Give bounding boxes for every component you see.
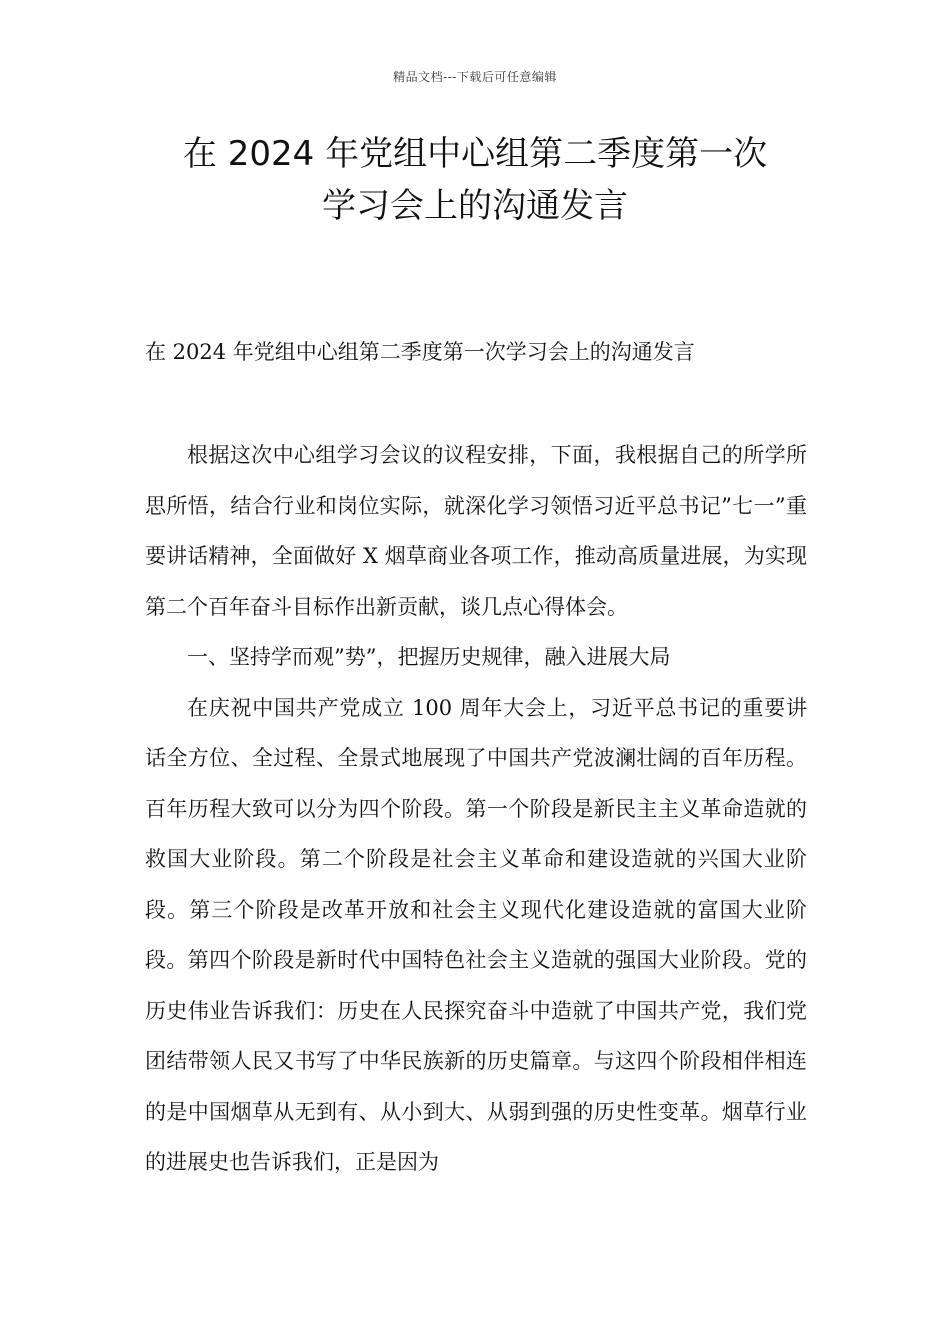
title-line-2: 学习会上的沟通发言 <box>322 186 628 226</box>
header-note: 精品文档---下载后可任意编辑 <box>393 70 557 84</box>
document-body <box>145 430 807 1188</box>
document-title <box>120 128 830 232</box>
paragraph-history: 在庆祝中国共产党成立 100 周年大会上，习近平总书记的重要讲话全方位、全过程、全景式地展现了中国共产党波澜壮阔的百年历程。百年历程大致可以分为四个阶段。第一个阶段是新民主主义革命造就的救国大业阶段。第二个阶段是社会主义革命和建设造就的兴国大业阶段。第三个阶段是改革开放和社会主义现代化建设造就的富国大业阶段。第四个阶段是新时代中国特色社会主义造就的强国大业阶段。党的历史伟业告诉我们：历史在人民探究奋斗中造就了中国共产党，我们党团结带领人民又书写了中华民族新的历史篇章。与这四个阶段相伴相连的是中国烟草从无到有、从小到大、从弱到强的历史性变革。烟草行业的进展史也告诉我们，正是因为 <box>145 695 807 1174</box>
paragraph-intro: 根据这次中心组学习会议的议程安排，下面，我根据自己的所学所思所悟，结合行业和岗位实际，就深化学习领悟习近平总书记”七一”重要讲话精神，全面做好 X 烟草商业各项工作，推动高质量进展，为实现第二个百年奋斗目标作出新贡献，谈几点心得体会。 <box>145 443 807 619</box>
document-subtitle: 在 2024 年党组中心组第二季度第一次学习会上的沟通发言 <box>145 340 695 364</box>
title-line-1: 在 2024 年党组中心组第二季度第一次 <box>182 134 768 174</box>
section-heading-1: 一、坚持学而观”势”，把握历史规律，融入进展大局 <box>187 645 671 669</box>
